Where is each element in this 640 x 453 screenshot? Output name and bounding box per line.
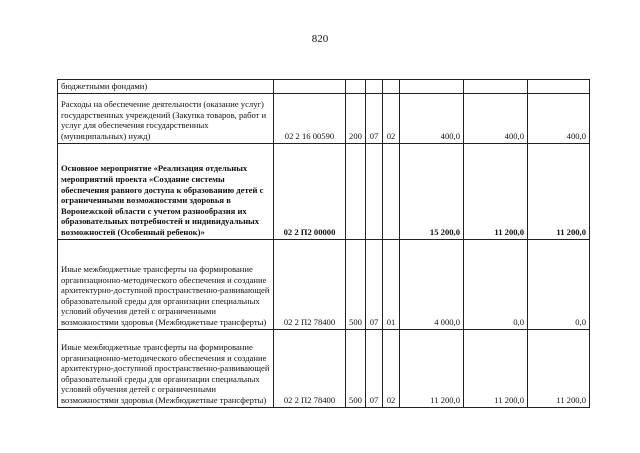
amount-year-1-cell: 15 200,0 [400,143,464,239]
subsection-cell: 02 [383,329,400,407]
row-name-cell: Основное мероприятие «Реализация отдельных мероприятий проекта «Создание системы обеспечения равного доступа к образованию детей с ограниченными возможностями здоровья в Воронежской области с учетом разнообразия их образовательных потребностей и индивидуальных возможностей (Особенный ребенок)» [58,143,274,239]
table-row [58,80,590,94]
amount-year-2-cell: 11 200,0 [464,143,528,239]
subsection-cell [383,143,400,239]
table-row [58,143,590,239]
amount-year-2-cell: 11 200,0 [464,329,528,407]
table-row [58,329,590,407]
section-cell [366,143,383,239]
amount-year-1-cell [400,80,464,94]
amount-year-1-cell: 11 200,0 [400,329,464,407]
row-name-cell: бюджетными фондами) [58,80,274,94]
target-code-cell: 02 2 П2 78400 [274,329,346,407]
section-cell: 07 [366,239,383,329]
table-row [58,239,590,329]
expense-type-cell [346,80,366,94]
subsection-cell [383,80,400,94]
amount-year-1-cell: 4 000,0 [400,239,464,329]
budget-table [57,79,590,408]
amount-year-3-cell [528,80,590,94]
section-cell: 07 [366,329,383,407]
table-row [58,93,590,143]
subsection-cell: 02 [383,93,400,143]
section-cell: 07 [366,93,383,143]
amount-year-3-cell: 11 200,0 [528,143,590,239]
target-code-cell: 02 2 П2 00000 [274,143,346,239]
amount-year-2-cell [464,80,528,94]
expense-type-cell: 500 [346,239,366,329]
row-name-cell: Иные межбюджетные трансферты на формирование организационно-методического обеспечения и создание архитектурно-доступной пространственно-развивающей образовательной среды для организации специальных условий обучения детей с ограниченными возможностями здоровья (Межбюджетные трансферты) [58,329,274,407]
expense-type-cell: 200 [346,93,366,143]
row-name-cell: Расходы на обеспечение деятельности (оказание услуг) государственных учреждений (Закупка товаров, работ и услуг для обеспечения государственных (муниципальных) нужд) [58,93,274,143]
expense-type-cell: 500 [346,329,366,407]
row-name-cell: Иные межбюджетные трансферты на формирование организационно-методического обеспечения и создание архитектурно-доступной пространственно-развивающей образовательной среды для организации специальных условий обучения детей с ограниченными возможностями здоровья (Межбюджетные трансферты) [58,239,274,329]
section-cell [366,80,383,94]
target-code-cell: 02 2 16 00590 [274,93,346,143]
page-number: 820 [311,33,329,45]
amount-year-2-cell: 0,0 [464,239,528,329]
amount-year-3-cell: 400,0 [528,93,590,143]
subsection-cell: 01 [383,239,400,329]
amount-year-1-cell: 400,0 [400,93,464,143]
amount-year-3-cell: 0,0 [528,239,590,329]
expense-type-cell [346,143,366,239]
amount-year-3-cell: 11 200,0 [528,329,590,407]
amount-year-2-cell: 400,0 [464,93,528,143]
target-code-cell: 02 2 П2 78400 [274,239,346,329]
target-code-cell [274,80,346,94]
